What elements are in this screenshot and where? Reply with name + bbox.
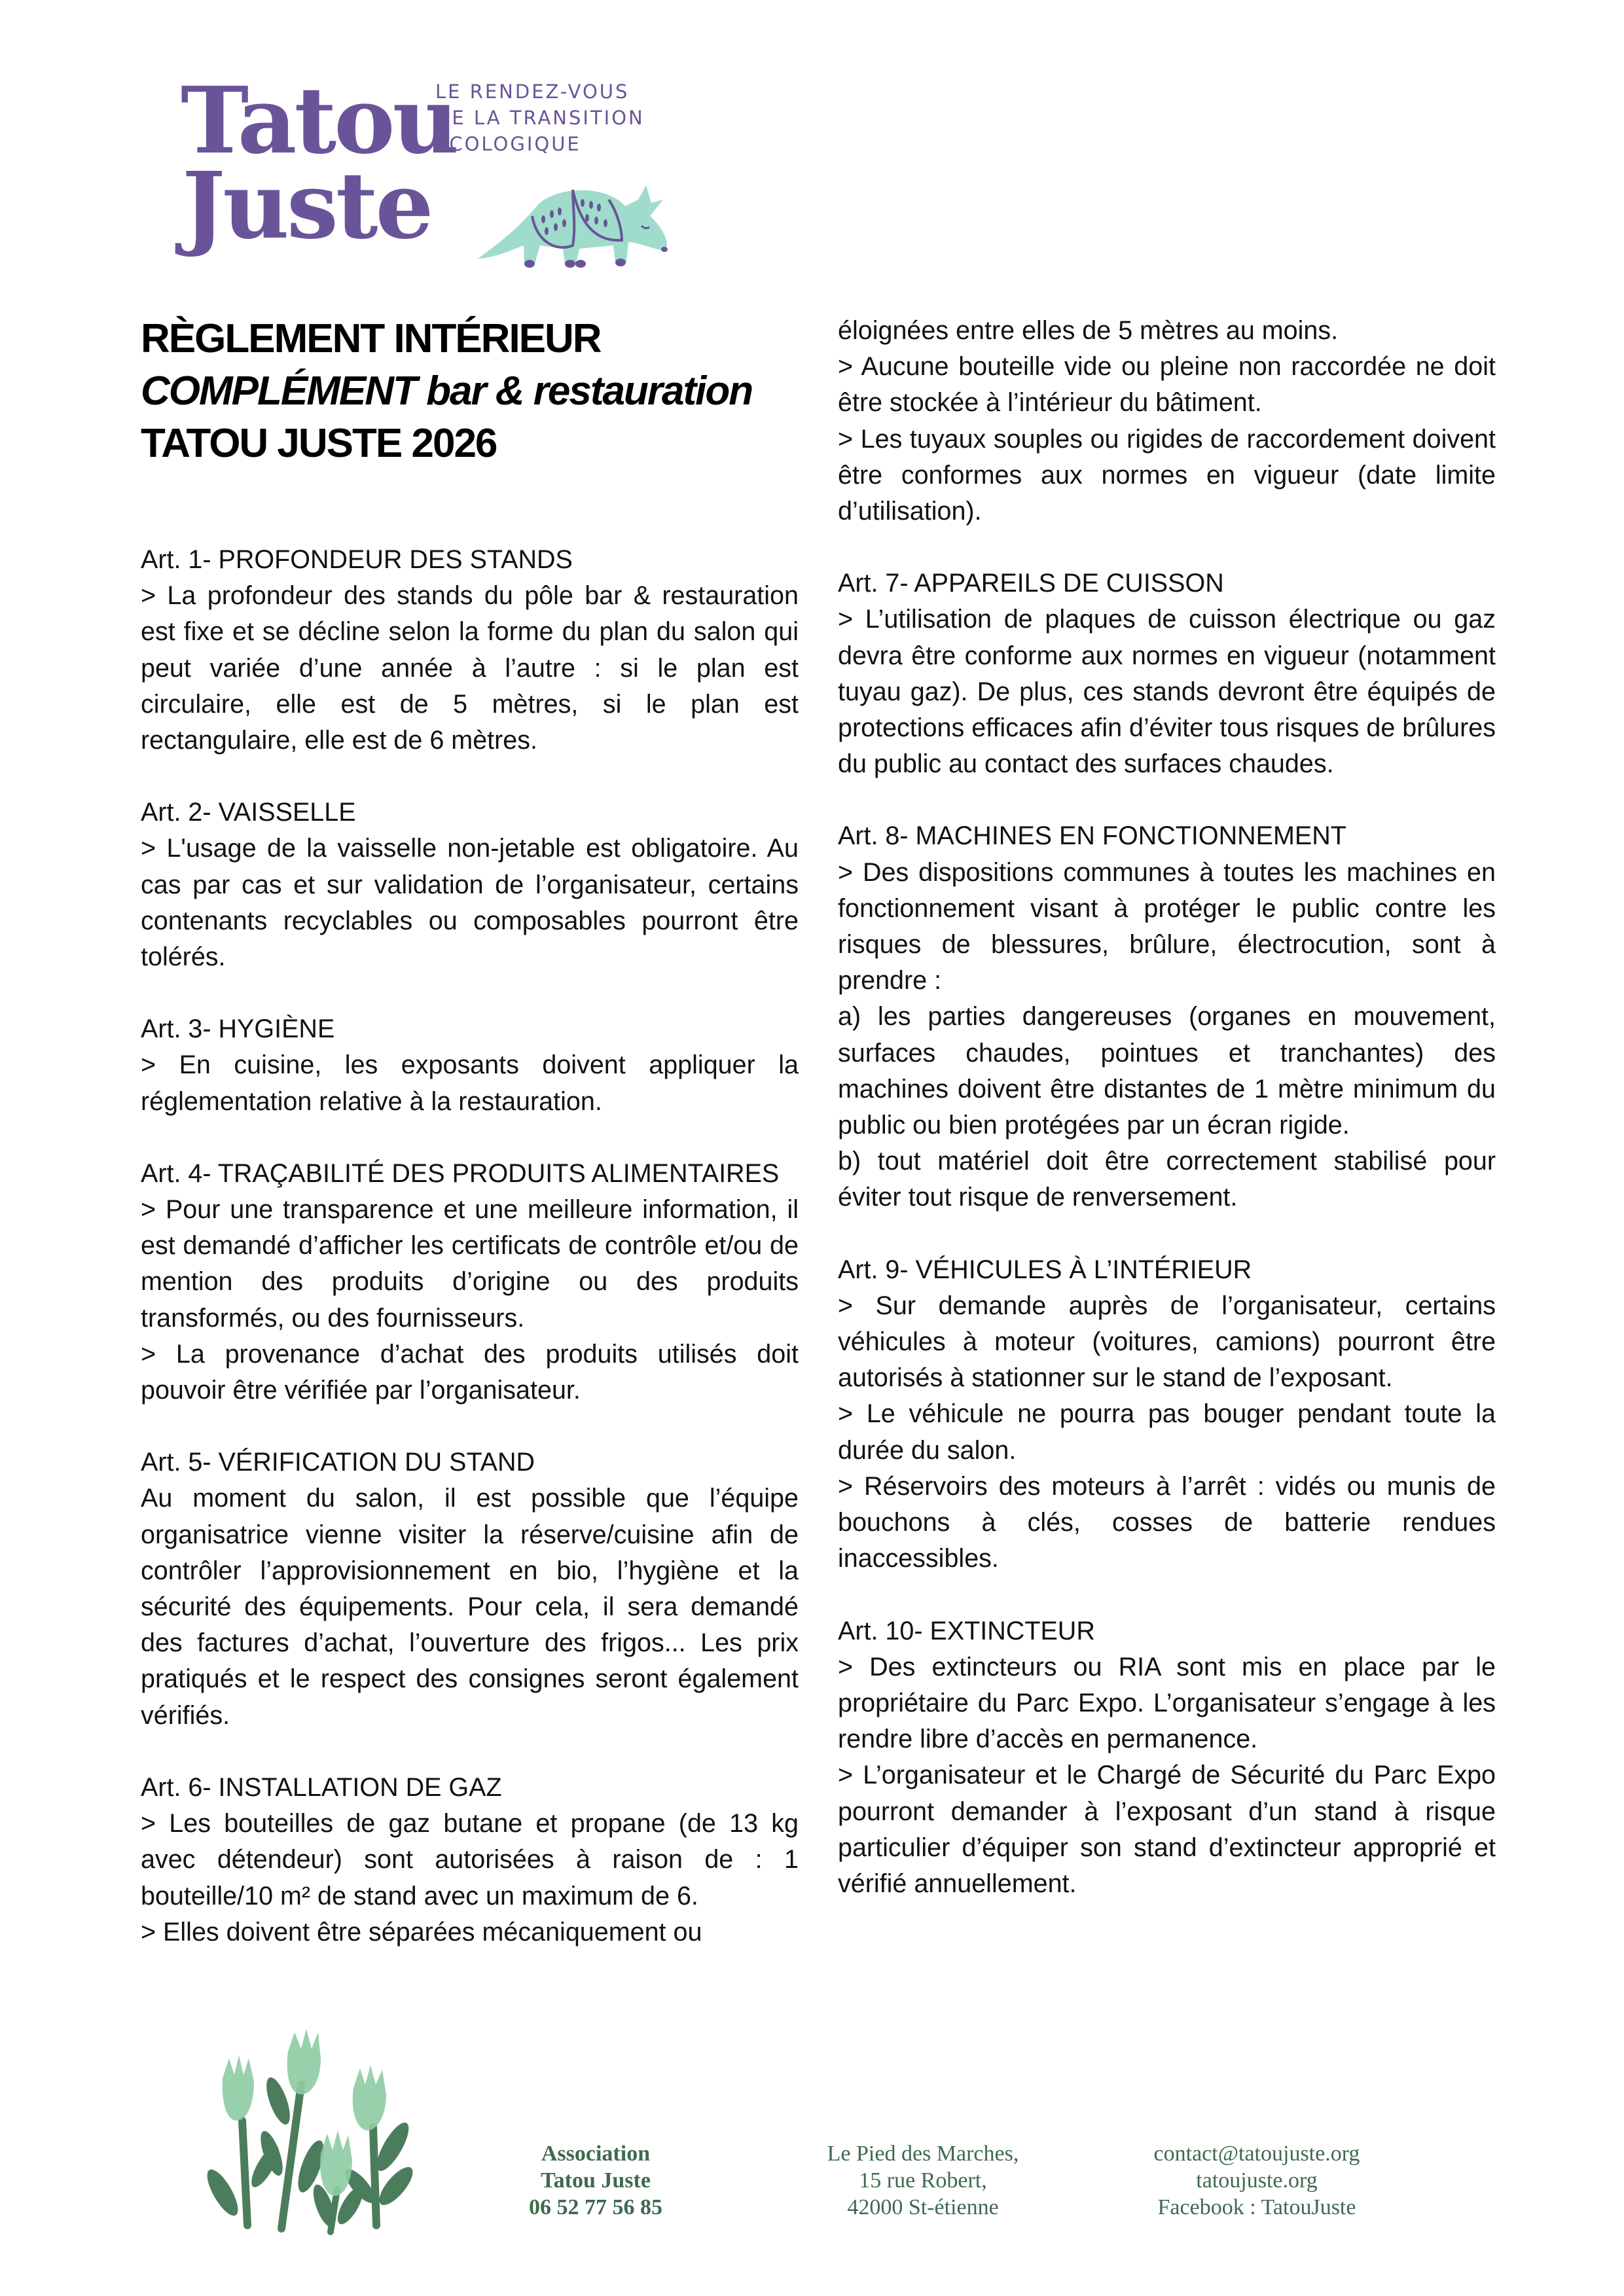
armadillo-icon (475, 180, 671, 278)
article-paragraph: > L’organisateur et le Chargé de Sécurité du Parc Expo pourront demander à l’exposant d’un stand à risque particulier d’équiper son stand d’extincteur approprié et vérifié annuellement. (838, 1761, 1496, 1898)
facebook-link[interactable]: Facebook : TatouJuste (1157, 2195, 1356, 2219)
article (838, 1613, 1496, 1903)
contact-email-link[interactable]: contact@tatoujuste.org (1153, 2142, 1360, 2166)
logo-word-juste: Juste (182, 152, 431, 260)
right-column (838, 313, 1496, 1938)
document-title (141, 313, 752, 470)
article-6-continuation (838, 313, 1496, 529)
address-line: 42000 St-étienne (847, 2195, 999, 2219)
footer-association (497, 2140, 694, 2221)
article-heading: Art. 8- MACHINES EN FONCTIONNEMENT (838, 821, 1346, 851)
article (141, 795, 799, 975)
article-paragraph: > La profondeur des stands du pôle bar & restauration est fixe et se décline selon la forme du plan du salon qui peut variée d’une année à l’autre : si le plan est circulaire, elle est de 5 mètres, si le plan est rectangulaire, elle est de 6 mètres. (141, 581, 799, 755)
article-heading: Art. 6- INSTALLATION DE GAZ (141, 1772, 502, 1802)
article-paragraph: > Des extincteurs ou RIA sont mis en place par le propriétaire du Parc Expo. L’organisateur s’engage à les rendre libre d’accès en permanence. (838, 1652, 1496, 1754)
article (838, 565, 1496, 782)
tagline-line: DE LA TRANSITION (435, 107, 645, 129)
article-paragraph: > Les bouteilles de gaz butane et propane (de 13 kg avec détendeur) sont autorisées à raison de : 1 bouteille/10 m² de stand avec un maximum de 6. (141, 1809, 799, 1910)
article-heading: Art. 1- PROFONDEUR DES STANDS (141, 545, 573, 574)
right-articles (838, 565, 1496, 1902)
article (141, 1156, 799, 1408)
tagline-line: LE RENDEZ-VOUS (435, 81, 630, 103)
article-heading: Art. 4- TRAÇABILITÉ DES PRODUITS ALIMENTAIRES (141, 1158, 780, 1188)
article (141, 1444, 799, 1734)
article-heading: Art. 7- APPAREILS DE CUISSON (838, 569, 1224, 598)
logo (177, 59, 674, 281)
article-paragraph: > Réservoirs des moteurs à l’arrêt : vidés ou munis de bouchons à clés, cosses de batterie rendues inaccessibles. (838, 1471, 1496, 1573)
article-paragraph: > L’utilisation de plaques de cuisson électrique ou gaz devra être conforme aux normes en vigueur (notamment tuyau gaz). De plus, ces stands devront être équipés de protections efficaces afin d’éviter tous risques de brûlures du public au contact des surfaces chaudes. (838, 605, 1496, 779)
article-paragraph: b) tout matériel doit être correctement stabilisé pour éviter tout risque de renversement. (838, 1147, 1496, 1212)
footer-address (799, 2140, 1047, 2221)
article (141, 542, 799, 759)
logo-word-tatou: Tatou (181, 67, 457, 175)
article-heading: Art. 10- EXTINCTEUR (838, 1616, 1095, 1645)
tagline-line: ÉCOLOGIQUE (435, 133, 581, 155)
article-paragraph: > La provenance d’achat des produits utilisés doit pouvoir être vérifiée par l’organisateur. (141, 1339, 799, 1405)
article (141, 1011, 799, 1120)
address-line: Le Pied des Marches, (827, 2142, 1019, 2166)
article-paragraph: > Elles doivent être séparées mécaniquement ou (141, 1917, 702, 1946)
article-paragraph: > Les tuyaux souples ou rigides de raccordement doivent être conformes aux normes en vigueur (date limite d’utilisation). (838, 424, 1496, 526)
title-line-1: RÈGLEMENT INTÉRIEUR (141, 316, 601, 361)
article-paragraph: éloignées entre elles de 5 mètres au moins. (838, 316, 1339, 345)
footer-contact (1106, 2140, 1407, 2221)
association-name-line: Tatou Juste (541, 2168, 651, 2193)
article (838, 818, 1496, 1215)
article-heading: Art. 2- VAISSELLE (141, 798, 356, 827)
article-paragraph: a) les parties dangereuses (organes en mouvement, surfaces chaudes, pointues et tranchantes) des machines doivent être distantes de 1 mètre minimum du public ou bien protégées par un écran rigide. (838, 1002, 1496, 1140)
article-paragraph: > Sur demande auprès de l’organisateur, certains véhicules à moteur (voitures, camions) pourront être autorisés à stationner sur le stand de l’exposant. (838, 1291, 1496, 1393)
article-paragraph: > L'usage de la vaisselle non-jetable est obligatoire. Au cas par cas et sur validation de l’organisateur, certains contenants recyclables ou composables pourront être tolérés. (141, 834, 799, 972)
address-line: 15 rue Robert, (859, 2168, 987, 2193)
article (838, 1252, 1496, 1577)
tulips-illustration-icon (196, 2029, 419, 2238)
article-paragraph: > En cuisine, les exposants doivent appliquer la réglementation relative à la restauration. (141, 1050, 799, 1116)
article (141, 1770, 799, 1950)
association-name-line: Association (541, 2142, 651, 2166)
article-paragraph: > Des dispositions communes à toutes les machines en fonctionnement visant à protéger le public contre les risques de blessures, brûlure, électrocution, sont à prendre : (838, 857, 1496, 996)
article-paragraph: > Aucune bouteille vide ou pleine non raccordée ne doit être stockée à l’intérieur du bâtiment. (838, 352, 1496, 418)
article-heading: Art. 9- VÉHICULES À L’INTÉRIEUR (838, 1255, 1252, 1284)
article-paragraph: Au moment du salon, il est possible que l’équipe organisatrice vienne visiter la réserve/cuisine afin de contrôler l’approvisionnement en bio, l’hygiène et la sécurité des équipements. Pour cela, il sera demandé des factures d’achat, l’ouverture des frigos... Les prix pratiqués et le respect des consignes seront également vérifiés. (141, 1484, 799, 1730)
article-paragraph: > Le véhicule ne pourra pas bouger pendant toute la durée du salon. (838, 1399, 1496, 1465)
title-line-3: TATOU JUSTE 2026 (141, 421, 497, 466)
website-link[interactable]: tatoujuste.org (1196, 2168, 1318, 2193)
article-heading: Art. 5- VÉRIFICATION DU STAND (141, 1448, 535, 1477)
association-phone[interactable]: 06 52 77 56 85 (529, 2195, 662, 2219)
title-line-2: COMPLÉMENT bar & restauration (141, 368, 753, 414)
article-heading: Art. 3- HYGIÈNE (141, 1014, 335, 1044)
article-paragraph: > Pour une transparence et une meilleure information, il est demandé d’afficher les certificats de contrôle et/ou de mention des produits d’origine ou des produits transformés, ou des fournisseurs. (141, 1195, 799, 1333)
left-column (141, 542, 799, 1986)
logo-tagline (435, 79, 645, 157)
